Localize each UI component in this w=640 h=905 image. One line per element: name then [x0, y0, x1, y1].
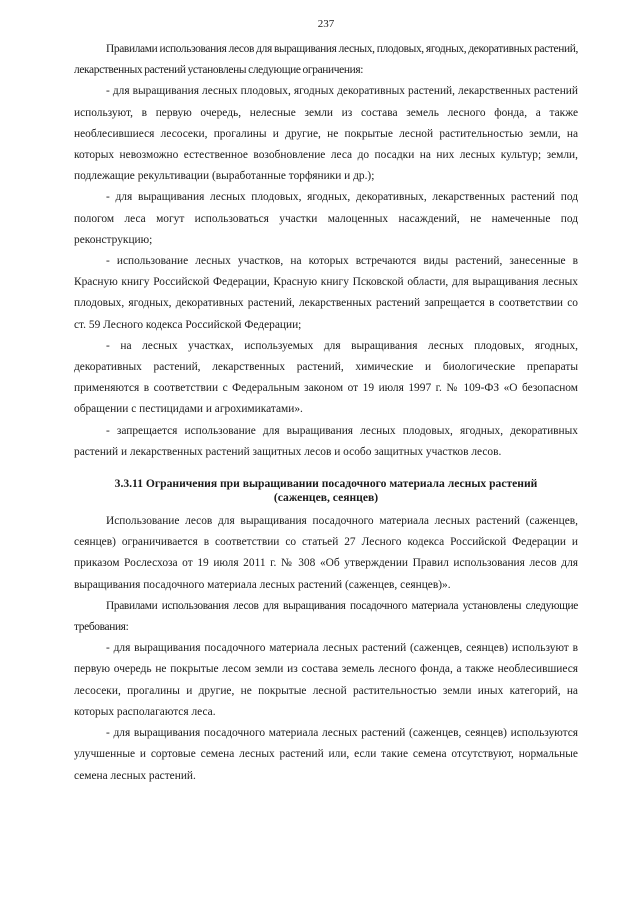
requirement-item-2: - для выращивания посадочного материала лесных растений (саженцев, сеянцев) используются улучшенные и сортовые семена лесных растений или, если такие семена отсутствуют, нормальные семена лесных растений.: [74, 727, 578, 782]
requirement-item-1: - для выращивания посадочного материала лесных растений (саженцев, сеянцев) используют в первую очередь не покрытые лесом земли из состава земель лесного фонда, а также необлесившиеся лесосеки, прогалины и другие, не покрытые лесной растительностью земли иных категорий, на которых располагаются леса.: [74, 642, 578, 718]
page-number: 237: [317, 18, 335, 30]
restriction-item-4: - на лесных участках, используемых для выращивания лесных плодовых, ягодных, декоративных растений, лекарственных растений, химические и биологические препараты применяются в соответствии с Федеральным законом от 19 июля 1997 г. № 109-ФЗ «О безопасном обращении с пестицидами и агрохимикатами».: [74, 339, 578, 416]
section-heading-line-2: (саженцев, сеянцев): [273, 491, 379, 505]
restriction-item-5: - запрещается использование для выращивания лесных плодовых, ягодных, декоративных растений и лекарственных растений защитных лесов и особо защитных участков лесов.: [74, 424, 578, 458]
restriction-item-1: - для выращивания лесных плодовых, ягодных декоративных растений, лекарственных растений используют, в первую очередь, нелесные земли из состава земель лесного фонда, а также необлесившиеся лесосеки, прогалины и другие, не покрытые лесной растительностью земли, на которых невозможно естественное возобновление леса до посадки на них лесных культур; земли, подлежащие рекультивации (выработанные торфяники и др.);: [74, 85, 578, 183]
section-heading-line-1: 3.3.11 Ограничения при выращивании посадочного материала лесных растений: [114, 477, 538, 491]
restriction-item-2: - для выращивания лесных плодовых, ягодных, декоративных, лекарственных растений под пологом леса могут использоваться участки малоценных насаждений, не намеченные под реконструкцию;: [74, 191, 578, 246]
usage-paragraph: Использование лесов для выращивания посадочного материала лесных растений (саженцев, сеянцев) ограничивается в соответствии со статьей 27 Лесного кодекса Российской Федерации и приказом Рослесхоза от 19 июля 2011 г. № 308 «Об утверждении Правил использования лесов для выращивания посадочного материала лесных растений (саженцев, сеянцев)».: [74, 515, 578, 591]
restriction-item-3: - использование лесных участков, на которых встречаются виды растений, занесенные в Красную книгу Российской Федерации, Красную книгу Псковской области, для выращивания лесных плодовых, ягодных, декоративных растений, лекарственных растений запрещается в соответствии со ст. 59 Лесного кодекса Российской Федерации;: [74, 255, 578, 331]
requirements-intro: Правилами использования лесов для выращивания посадочного материала установлены следующие требования:: [74, 599, 578, 634]
intro-paragraph: Правилами использования лесов для выращивания лесных, плодовых, ягодных, декоративных растений, лекарственных растений установлены следующие ограничения:: [74, 43, 578, 77]
section-heading: [74, 477, 578, 505]
